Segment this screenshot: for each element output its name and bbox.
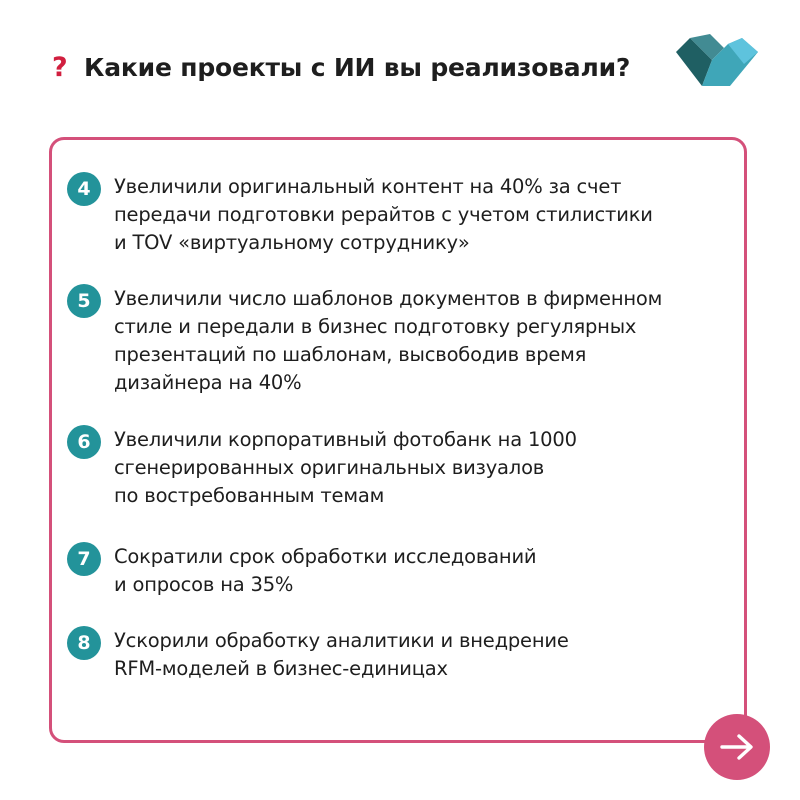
item-text: Сократили срок обработки исследований и опросов на 35%	[114, 545, 537, 596]
header	[52, 44, 630, 90]
item-number-badge: 4	[67, 172, 101, 206]
item-number-badge: 8	[67, 626, 101, 660]
list-item	[67, 542, 727, 599]
item-number-badge: 5	[67, 284, 101, 318]
page-title: Какие проекты с ИИ вы реализовали?	[84, 52, 631, 82]
list-item	[67, 172, 727, 257]
item-text: Увеличили корпоративный фотобанк на 1000 сгенерированных оригинальных визуалов по востребованным темам	[114, 428, 577, 507]
list-item	[67, 425, 727, 510]
next-button[interactable]	[704, 714, 770, 780]
heart-logo-icon	[672, 34, 762, 94]
projects-card	[49, 137, 747, 743]
list-item	[67, 284, 727, 397]
item-text: Увеличили оригинальный контент на 40% за счет передачи подготовки рерайтов с учетом стилистики и TOV «виртуальному сотруднику»	[114, 175, 653, 254]
item-text: Увеличили число шаблонов документов в фирменном стиле и передали в бизнес подготовку регулярных презентаций по шаблонам, высвободив время дизайнера на 40%	[114, 287, 663, 394]
item-text: Ускорили обработку аналитики и внедрение RFM-моделей в бизнес-единицах	[114, 629, 569, 680]
arrow-right-icon	[719, 733, 755, 761]
item-number-badge: 7	[67, 542, 101, 576]
list-item	[67, 626, 727, 683]
question-mark-icon: ?	[52, 51, 68, 83]
item-number-badge: 6	[67, 425, 101, 459]
